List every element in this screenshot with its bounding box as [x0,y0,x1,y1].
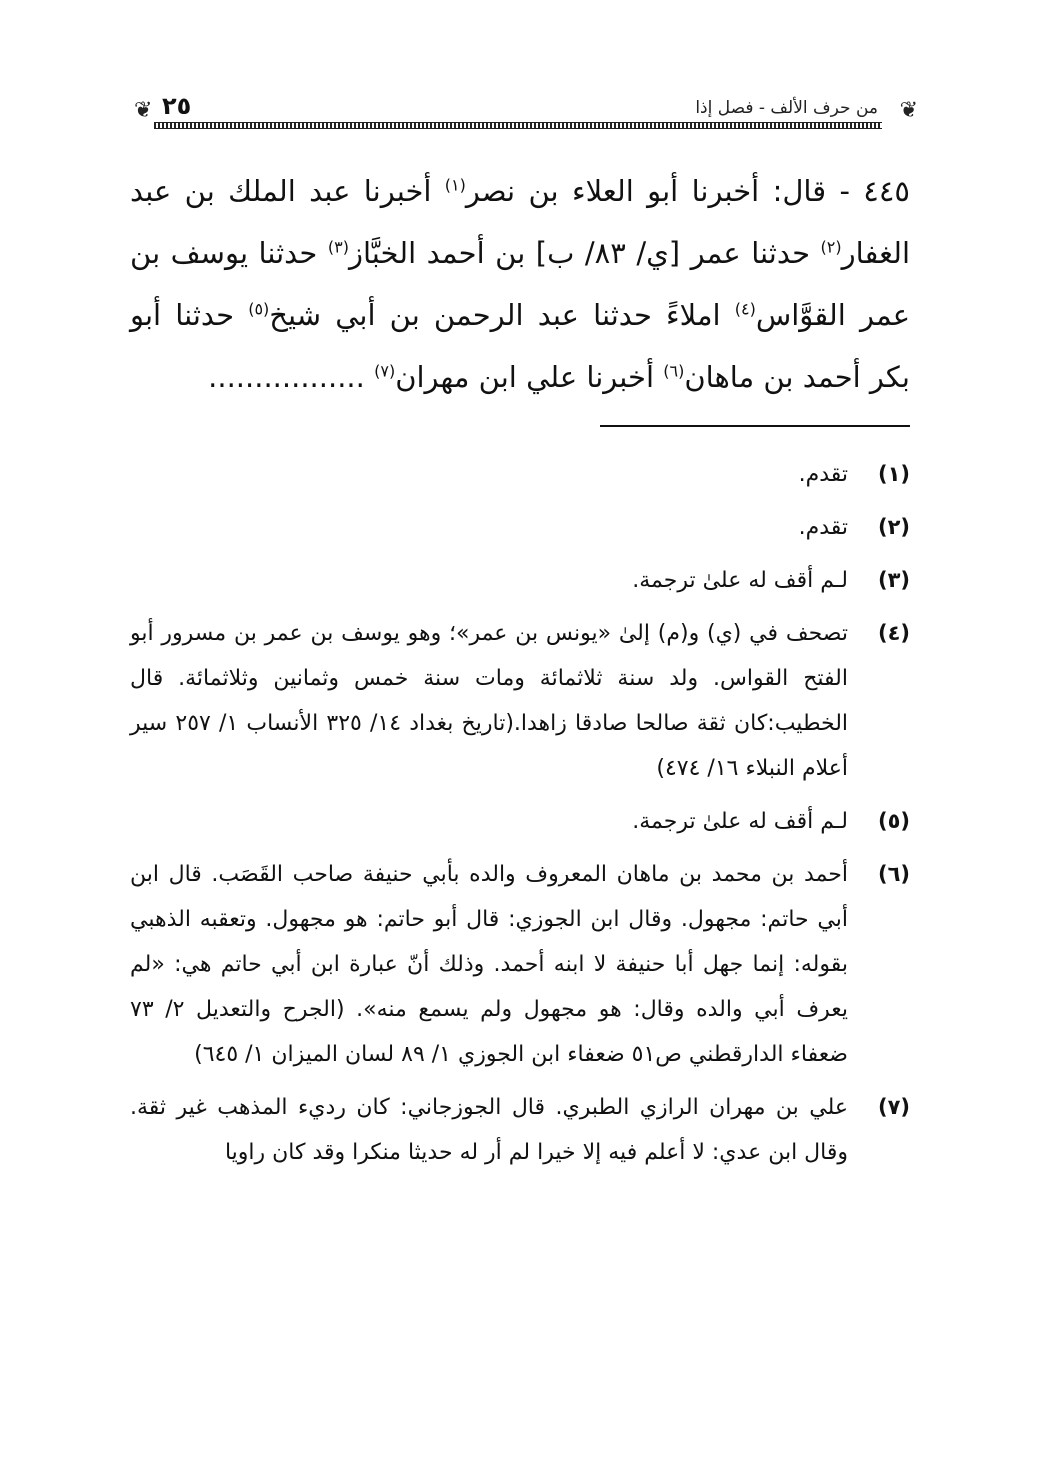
text-segment: ٤٤٥ - قال: أخبرنا أبو العلاء بن نصر [465,174,911,208]
text-segment: أخبرنا علي ابن مهران [395,360,655,394]
footnote-item [130,505,910,550]
ornament-icon: ❦ [899,98,918,123]
text-segment: حدثنا عمر [ي/ ٨٣/ ب] بن أحمد الخبَّاز [348,236,810,270]
footnote-ref[interactable]: (٣) [327,237,349,257]
footnote-number: (٣) [877,568,910,592]
text-segment: املاءً حدثنا عبد الرحمن بن أبي شيخ [269,298,721,332]
footnote-number: (٦) [877,862,910,886]
footnote-text: لـم أقف له علىٰ ترجمة. [632,809,848,834]
footnote-ref[interactable]: (٦) [663,361,685,381]
footnote-number: (٤) [877,621,910,645]
ornament-icon: ❦ [134,98,153,123]
footnote-ref[interactable]: (٥) [248,299,270,319]
footnote-text: تصحف في (ي) و(م) إلىٰ «يونس بن عمر»؛ وهو يوسف بن عمر بن مسرور أبو الفتح القواس. ولد سنة ثلاثمائة ومات سنة خمس وثمانين وثلاثمائة. قال الخطيب:كان ثقة صالحا صادقا زاهدا.(تاريخ بغداد ١٤/ ٣٢٥ الأنساب ١/ ٢٥٧ سير أعلام النبلاء ١٦/ ٤٧٤) [130,621,849,781]
footnotes-list [130,452,910,1183]
footnote-text: أحمد بن محمد بن ماهان المعروف والده بأبي حنيفة صاحب القَصَب. قال ابن أبي حاتم: مجهول. وقال ابن الجوزي: قال أبو حاتم: هو مجهول. وتعقبه الذهبي بقوله: إنما جهل أبا حنيفة لا ابنه أحمد. وذلك أنّ عبارة ابن أبي حاتم هي: «لم يعرف أبي والده وقال: هو مجهول ولم يسمع منه». (الجرح والتعديل ٢/ ٧٣ ضعفاء الدارقطني ص٥١ ضعفاء ابن الجوزي ١/ ٨٩ لسان الميزان ١/ ٦٤٥) [130,862,849,1067]
ellipsis: ................. [208,360,365,394]
footnote-ref[interactable]: (١) [444,175,466,195]
main-text [130,160,910,408]
footnote-number: (٧) [877,1095,910,1119]
page-header [128,92,918,132]
text-segment: حدثنا أبو بكر أحمد بن ماهان [130,298,910,394]
footnote-text: تقدم. [798,462,848,487]
hadith-paragraph [130,160,910,408]
footnote-item [130,799,910,844]
running-title: من حرف الألف - فصل إذا [695,98,878,118]
footnote-number: (٥) [877,809,910,833]
footnote-number: (٢) [877,515,910,539]
footnote-text: علي بن مهران الرازي الطبري. قال الجوزجاني: كان رديء المذهب غير ثقة. وقال ابن عدي: لا أعلم فيه إلا خيرا لم أر له حديثا منكرا وقد كان راويا [130,1095,848,1165]
footnote-item [130,452,910,497]
footnote-text: لـم أقف له علىٰ ترجمة. [632,568,848,593]
text-segment: حدثنا يوسف بن عمر القوَّاس [130,236,911,332]
footnote-item [130,1085,910,1175]
footnote-ref[interactable]: (٤) [734,299,756,319]
footnote-number: (١) [877,462,910,486]
footnote-item [130,852,910,1077]
footnote-item [130,558,910,603]
footnote-divider [600,425,910,427]
text-segment: أخبرنا عبد الملك بن عبد الغفار [130,174,911,270]
page-number: ٢٥ [162,92,192,120]
footnote-ref[interactable]: (٢) [820,237,842,257]
footnote-text: تقدم. [798,515,848,540]
footnote-ref[interactable]: (٧) [374,361,396,381]
footnote-item [130,611,910,791]
header-divider [154,122,882,129]
